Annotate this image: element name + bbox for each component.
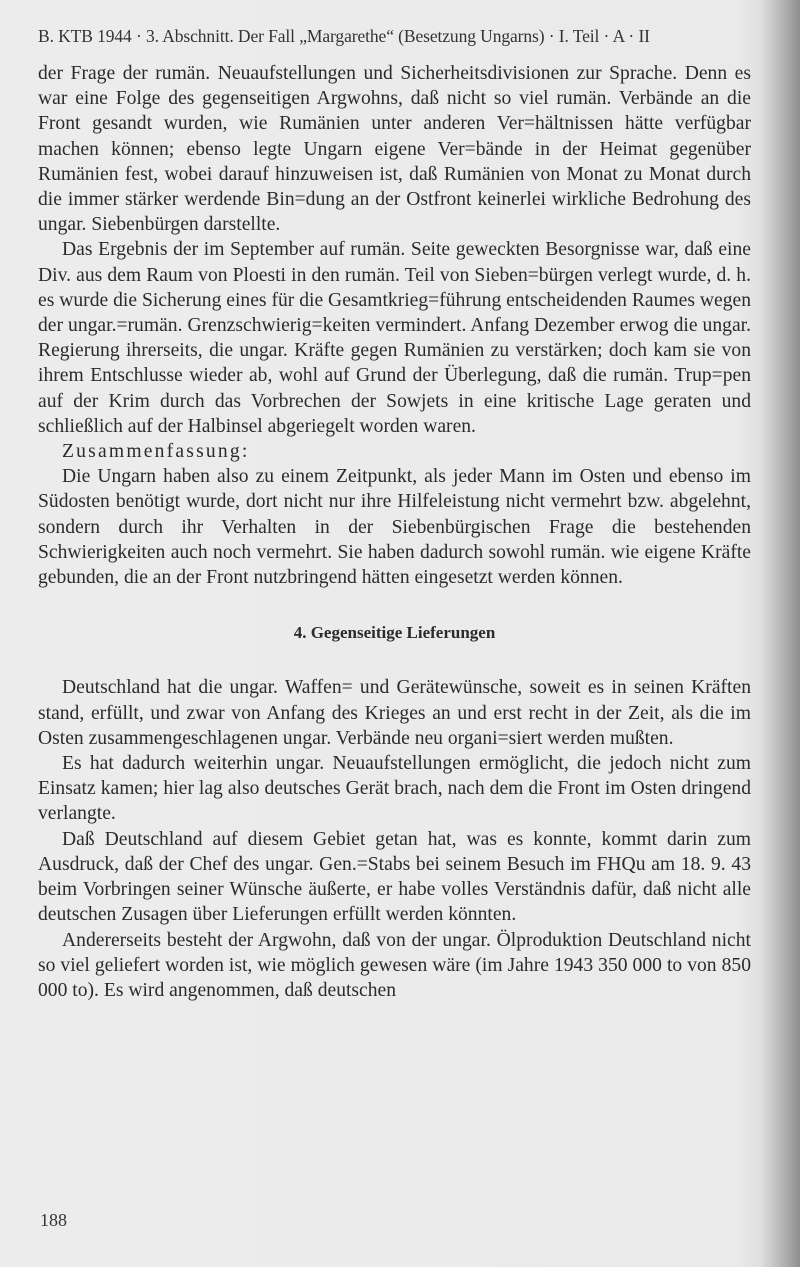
paragraph-6: Daß Deutschland auf diesem Gebiet getan hat, was es konnte, kommt darin zum Ausdruck, daß der Chef des ungar. Gen.=Stabs bei seinem Besuch im FHQu am 18. 9. 43 beim Vorbringen seiner Wünsche äußerte, er habe volles Verständnis dafür, daß nicht alle deutschen Zusagen über Lieferungen erfüllt werden könnten. [38, 828, 751, 926]
section-heading: 4. Gegenseitige Lieferungen [293, 623, 496, 643]
paragraph-4: Deutschland hat die ungar. Waffen= und Gerätewünsche, soweit es in seinen Kräften stand, erfüllt, und zwar von Anfang des Krieges an und erst recht in der Zeit, als die im Osten zusammengeschlagenen ungar. Verbände neu organi=siert werden mußten. [38, 677, 751, 749]
summary-label: Zusammenfassung: [62, 441, 250, 463]
paragraph-5: Es hat dadurch weiterhin ungar. Neuaufstellungen ermöglicht, die jedoch nicht zum Einsatz kamen; hier lag also deutsches Gerät brach, nach dem die Front im Osten dringend verlangte. [38, 753, 751, 825]
body-text [38, 61, 751, 1003]
paragraph-1: der Frage der rumän. Neuaufstellungen und Sicherheitsdivisionen zur Sprache. Denn es war eine Folge des gegenseitigen Argwohns, daß nicht so viel rumän. Verbände an die Front gesandt wurden, wie Rumänien unter anderen Ver=hältnissen hätte verfügbar machen können; ebenso legte Ungarn eigene Ver=bände in der Heimat gegenüber Rumänien fest, wobei darauf hinzuweisen ist, daß Rumänien von Monat zu Monat durch die immer stärker werdende Bin=dung an der Ostfront keinerlei wirkliche Bedrohung des ungar. Siebenbürgen darstellte. [38, 63, 751, 236]
paragraph-3: Die Ungarn haben also zu einem Zeitpunkt, als jeder Mann im Osten und ebenso im Südosten benötigt wurde, dort nicht nur ihre Hilfeleistung nicht vermehrt bzw. abgelehnt, sondern durch ihr Verhalten in der Siebenbürgischen Frage die bestehenden Schwierigkeiten auch noch vermehrt. Sie haben dadurch sowohl rumän. wie eigene Kräfte gebunden, die an der Front nutzbringend hätten eingesetzt werden können. [38, 466, 751, 589]
page-number: 188 [40, 1210, 67, 1230]
paragraph-2: Das Ergebnis der im September auf rumän. Seite geweckten Besorgnisse war, daß eine Div. aus dem Raum von Ploesti in den rumän. Teil von Sieben=bürgen verlegt wurde, d. h. es wurde die Sicherung eines für die Gesamtkrieg=führung entscheidenden Raumes wegen der ungar.=rumän. Grenzschwierig=keiten vermindert. Anfang Dezember erwog die ungar. Regierung ihrerseits, die ungar. Kräfte gegen Rumänien zu verstärken; doch kam sie von ihrem Entschlusse wieder ab, wohl auf Grund der Überlegung, daß die rumän. Trup=pen auf der Krim durch das Vorbrechen der Sowjets in eine kritische Lage geraten und schließlich auf der Halbinsel abgeriegelt worden waren. [38, 239, 751, 437]
running-head: B. KTB 1944 · 3. Abschnitt. Der Fall „Margarethe“ (Besetzung Ungarns) · I. Teil · A · II [38, 26, 650, 46]
paragraph-7: Andererseits besteht der Argwohn, daß von der ungar. Ölproduktion Deutschland nicht so viel geliefert worden ist, wie möglich gewesen wäre (im Jahre 1943 350 000 to von 850 000 to). Es wird angenommen, daß deutschen [38, 929, 751, 1001]
